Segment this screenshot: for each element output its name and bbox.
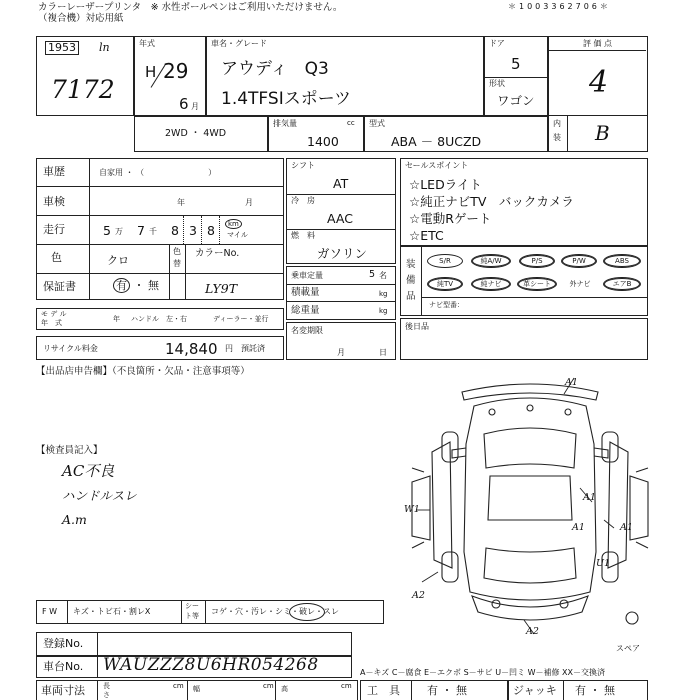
- shift-label: シフト: [291, 161, 315, 170]
- registration-box: [36, 632, 352, 656]
- equipment-label-2: 備: [406, 275, 416, 286]
- damage-mark-6: A2: [412, 590, 425, 601]
- seat-mark-circle: [289, 603, 325, 621]
- color-no-label: カラーNo.: [195, 248, 240, 259]
- ac-value: AAC: [327, 211, 353, 226]
- name-change-month: 月: [337, 348, 345, 357]
- equip-leather-seat: 革シート: [517, 277, 557, 291]
- equip-airbag: エアB: [603, 277, 641, 291]
- inspector-note-1: AC不良: [62, 462, 115, 480]
- evaluation-box: [548, 36, 648, 152]
- equip-abs: ABS: [603, 254, 641, 268]
- damage-mark-4: A1: [620, 522, 633, 533]
- tools-label: 工 具: [367, 684, 400, 697]
- equip-tv: 純TV: [427, 277, 463, 291]
- drive-options: 2WD ・ 4WD: [165, 128, 227, 139]
- inspector-note-2: ハンドルスレ: [62, 488, 137, 503]
- year-month-unit: 月: [191, 102, 199, 111]
- capacity-value: 5: [369, 269, 376, 280]
- inspection-year-unit: 年: [177, 198, 185, 207]
- equip-alloy-wheels: 純A/W: [471, 254, 511, 268]
- seller-notes-label: 【出品店申告欄】（不良箇所・欠品・注意事項等）: [36, 366, 250, 377]
- dims-height: 高: [281, 685, 288, 693]
- header-paper-note: （複合機）対応用紙: [38, 13, 124, 24]
- gross-unit: kg: [379, 307, 388, 315]
- year-box: [134, 36, 206, 116]
- spare-label: スペア: [616, 644, 640, 653]
- fuel-label: 燃 料: [291, 231, 315, 240]
- weight-box: [286, 266, 396, 320]
- dealer-type: ディーラー・並行: [213, 315, 269, 323]
- load-label: 積載量: [291, 287, 320, 298]
- color-change-label-1: 色: [173, 247, 181, 256]
- name-change-day: 日: [379, 348, 387, 357]
- tools-value: 有 ・ 無: [427, 684, 467, 697]
- model-grade: 1.4TFSIスポーツ: [221, 89, 352, 109]
- inspector-label: 【検査員記入】: [36, 445, 103, 456]
- warranty-yes: 有: [113, 278, 130, 293]
- sales-point-1: ☆LEDライト: [409, 177, 482, 192]
- year-label: 年式: [139, 39, 155, 48]
- warranty-label: 保証書: [43, 280, 76, 293]
- header-printer-note: カラーレーザープリンタ ※ 水性ボールペンはご利用いただけません。: [38, 2, 343, 13]
- navi-model-label: ナビ型番：: [429, 301, 464, 309]
- jack-label: ジャッキ: [513, 684, 557, 697]
- equipment-label-3: 品: [406, 291, 416, 302]
- mileage-mile: マイル: [227, 231, 248, 239]
- chassis-value: WAUZZZ8U6HR054268: [103, 655, 319, 675]
- damage-mark-5: A1: [572, 522, 585, 533]
- doors-box: [484, 36, 548, 116]
- drive-box: [134, 116, 268, 152]
- damage-legend: A－キズ C－腐食 E－エクボ S－サビ U－凹ミ W－補修 XX－交換済: [360, 668, 606, 677]
- type-label: 型式: [369, 119, 385, 128]
- year-month: 6: [179, 95, 189, 113]
- color-change-label-2: 替: [173, 259, 181, 268]
- seat-label-1: シー: [185, 602, 199, 610]
- equip-navi: 純ナビ: [471, 277, 511, 291]
- recycle-box: [36, 336, 284, 360]
- lot-suffix: ln: [99, 41, 110, 54]
- damage-mark-3: W1: [404, 504, 420, 515]
- fw-label: F W: [42, 607, 58, 616]
- evaluation-score: 4: [589, 65, 609, 100]
- serial-number: ＊1003362706＊: [508, 2, 611, 11]
- damage-mark-7: A2: [526, 626, 539, 637]
- diagram-outline: [412, 384, 648, 624]
- doors-value: 5: [511, 55, 521, 73]
- recycle-status: 預託済: [241, 344, 265, 353]
- tools-box: [360, 680, 508, 700]
- warranty-no: ・ 無: [133, 279, 159, 292]
- seat-label-2: ト等: [185, 612, 199, 620]
- dims-height-unit: cm: [341, 682, 352, 690]
- lot-badge: 1953: [45, 41, 79, 55]
- name-change-box: [286, 322, 396, 360]
- equip-power-steering: P/S: [519, 254, 555, 268]
- dims-width-unit: cm: [263, 682, 274, 690]
- mileage-sen-digit: 7: [137, 223, 145, 238]
- later-items-label: 後日品: [405, 322, 429, 331]
- model-year-label-1: モ デ ル: [41, 310, 67, 318]
- dims-label: 車両寸法: [41, 684, 85, 697]
- displacement-label: 排気量: [273, 119, 297, 128]
- history-label: 車歴: [43, 165, 65, 178]
- jack-value: 有 ・ 無: [575, 684, 615, 697]
- fw-marks: キズ・トビ石・割レX: [73, 607, 151, 616]
- lot-number: 7172: [51, 75, 115, 104]
- model-year-box: [36, 308, 284, 330]
- history-value: 自家用 ・ （ ）: [99, 168, 217, 177]
- type-box: [364, 116, 548, 152]
- load-unit: kg: [379, 290, 388, 298]
- displacement-value: 1400: [307, 134, 339, 149]
- evaluation-label: 評 価 点: [549, 37, 646, 51]
- handle-side: ハンドル 左・右: [131, 315, 187, 323]
- recycle-label: リサイクル料金: [43, 344, 98, 353]
- model-label: 車名・グレード: [211, 39, 267, 48]
- equipment-box: [400, 246, 648, 316]
- mileage-man-unit: 万: [115, 227, 123, 236]
- damage-mark-8: U1: [596, 558, 611, 569]
- interior-label-2: 装: [553, 133, 561, 142]
- dimensions-box: [36, 680, 358, 700]
- lot-box: [36, 36, 134, 116]
- mileage-man-digit: 5: [103, 223, 111, 238]
- model-name: アウディ Q3: [221, 59, 329, 79]
- type-value: ABA － 8UCZD: [391, 134, 482, 149]
- chassis-label: 車台No.: [43, 660, 84, 673]
- year-value: 29: [163, 59, 189, 83]
- spec-box: [286, 158, 396, 264]
- color-no-value: LY9T: [205, 281, 238, 296]
- name-change-label: 名変期限: [291, 326, 323, 335]
- windshield-seat-box: [36, 600, 384, 624]
- jack-box: [508, 680, 648, 700]
- model-year-unit: 年: [113, 315, 120, 323]
- inspection-month-unit: 月: [245, 198, 253, 207]
- dims-length-1: 長: [103, 682, 110, 690]
- doors-label: ドア: [489, 39, 505, 48]
- interior-score: B: [595, 121, 610, 145]
- model-box: [206, 36, 484, 116]
- damage-mark-1: A1: [565, 377, 578, 388]
- mileage-digit-1: 8: [171, 223, 179, 238]
- later-items-box: [400, 318, 648, 360]
- recycle-unit: 円: [225, 344, 233, 353]
- chassis-box: [36, 656, 352, 678]
- recycle-value: 14,840: [165, 340, 218, 358]
- model-year-label-2: 年 式: [41, 319, 62, 327]
- interior-label-1: 内: [553, 119, 561, 128]
- vehicle-info-box: [36, 158, 284, 300]
- fuel-value: ガソリン: [317, 246, 368, 261]
- displacement-box: [268, 116, 364, 152]
- inspector-note-3: A.m: [62, 512, 87, 527]
- damage-leaders: [416, 378, 614, 634]
- seat-marks: コゲ・穴・汚レ・シミ・破レ・スレ: [211, 607, 339, 616]
- mileage-sen-unit: 千: [149, 227, 157, 236]
- mileage-digit-3: 8: [207, 223, 215, 238]
- shape-label: 形状: [489, 79, 505, 88]
- sales-points-box: [400, 158, 648, 246]
- shape-value: ワゴン: [497, 93, 535, 108]
- capacity-unit: 名: [379, 271, 387, 280]
- capacity-label: 乗車定量: [291, 271, 323, 280]
- dims-length-unit: cm: [173, 682, 184, 690]
- damage-mark-2: A1: [583, 492, 596, 503]
- sales-point-4: ☆ETC: [409, 228, 444, 243]
- sales-point-3: ☆電動Rゲート: [409, 211, 492, 226]
- dims-width: 幅: [193, 685, 200, 693]
- vehicle-diagram: [392, 372, 668, 642]
- equip-ext-navi: 外ナビ: [569, 280, 591, 288]
- mileage-digit-2: 3: [189, 223, 197, 238]
- sales-point-2: ☆純正ナビTV バックカメラ: [409, 194, 574, 209]
- equipment-label-1: 装: [406, 259, 416, 270]
- dims-length-2: さ: [103, 691, 110, 699]
- sales-points-label: セールスポイント: [405, 161, 469, 170]
- color-value: クロ: [107, 254, 129, 267]
- inspection-label: 車検: [43, 195, 65, 208]
- equip-sunroof: S/R: [427, 254, 463, 268]
- year-era: H: [145, 63, 157, 81]
- ac-label: 冷 房: [291, 196, 315, 205]
- gross-label: 総重量: [291, 305, 320, 316]
- mileage-km: km: [225, 219, 242, 229]
- registration-label: 登録No.: [43, 637, 84, 650]
- shift-value: AT: [333, 176, 349, 191]
- equip-power-windows: P/W: [561, 254, 597, 268]
- displacement-unit: cc: [347, 119, 355, 127]
- warranty-options: [113, 278, 159, 293]
- mileage-label: 走行: [43, 223, 65, 236]
- color-label: 色: [51, 251, 62, 264]
